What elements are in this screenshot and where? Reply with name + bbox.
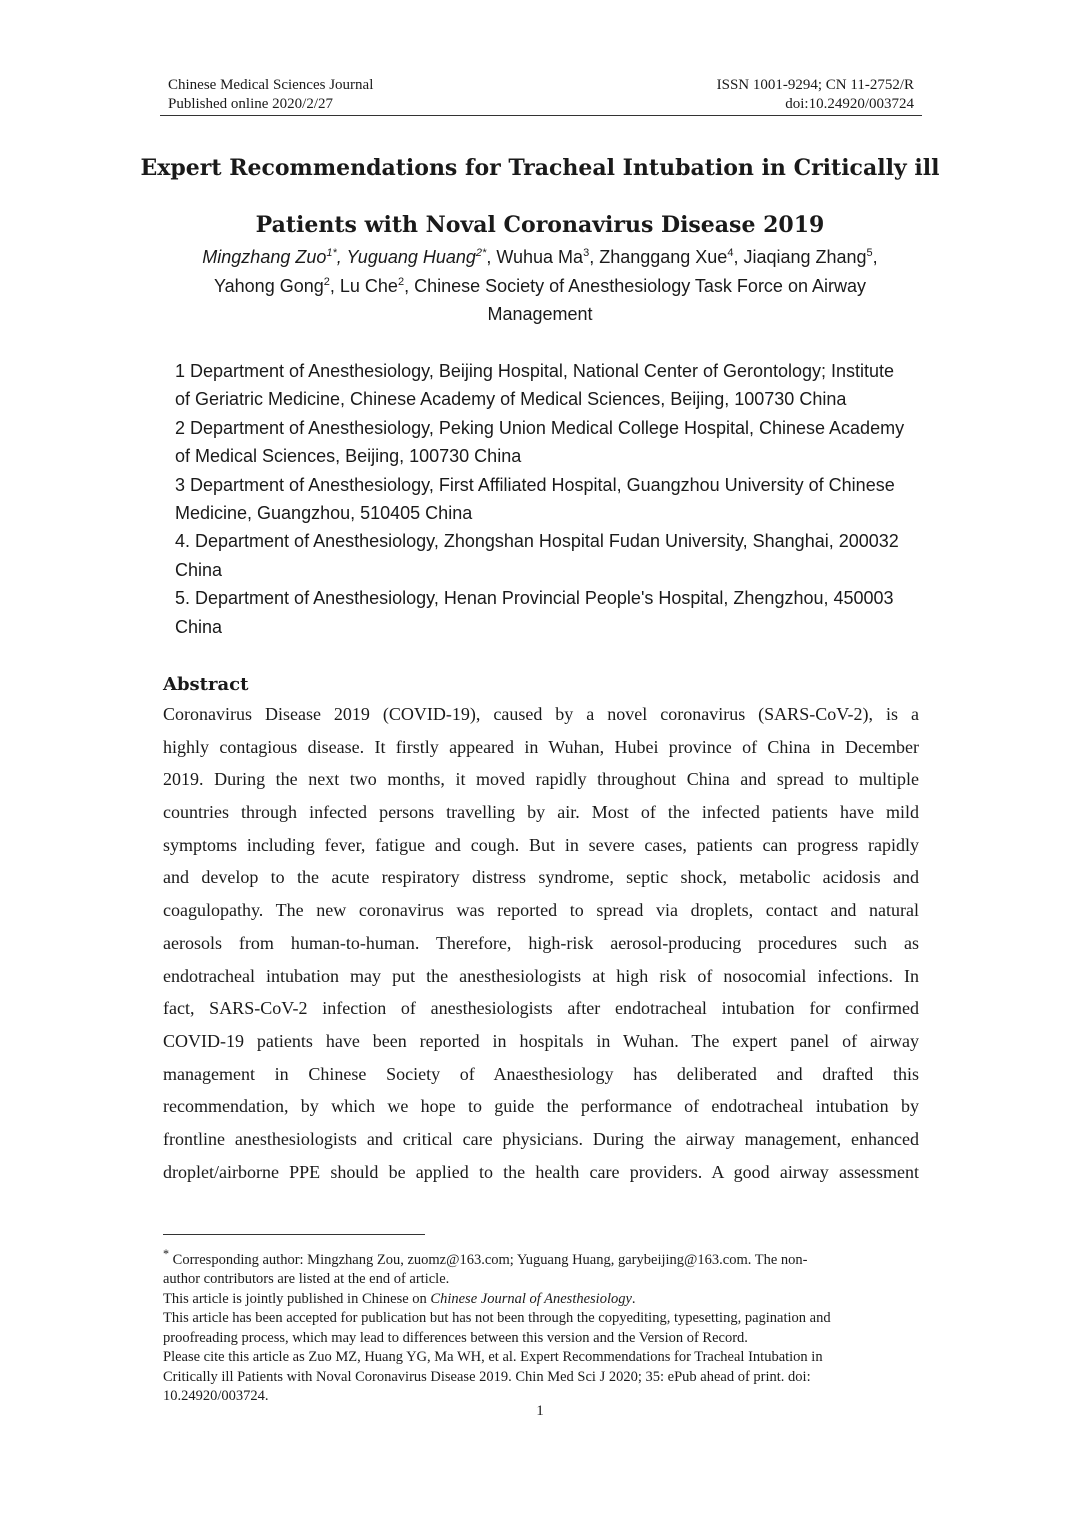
abstract-body (163, 698, 919, 1188)
title-line-2: Patients with Noval Coronavirus Disease 2019 (255, 212, 825, 238)
author-line-1: Mingzhang Zuo$^{1*}$, Yuguang Huang$^{2*}$, Wuhua Ma$^3$, Zhanggang Xue$^4$, Jiaqiang Zhang$^5$, (202, 247, 878, 267)
abstract-line: endotracheal intubation may put the anesthesiologists at high risk of nosocomial infections. In (163, 965, 919, 986)
author-affil-mark: 2* (475, 247, 487, 259)
author-name: Yuguang Huang (346, 247, 476, 267)
corresponding-author-note: * Corresponding author: Mingzhang Zou, zuomz@163.com; Yuguang Huang, garybeijing@163.com. The non- (163, 1247, 808, 1268)
affiliation-line: 4. Department of Anesthesiology, Zhongshan Hospital Fudan University, Shanghai, 200032 (175, 531, 899, 552)
abstract-line: recommendation, by which we hope to guide the performance of endotracheal intubation by (163, 1096, 919, 1117)
author-list (160, 243, 920, 329)
footnotes (163, 1245, 923, 1407)
issn: ISSN 1001-9294; CN 11-2752/R (716, 77, 914, 93)
affiliation-line: China (175, 616, 223, 637)
abstract-line: COVID-19 patients have been reported in hospitals in Wuhan. The expert panel of airway (163, 1030, 919, 1051)
header-right (717, 76, 914, 114)
abstract-line: 2019. During the next two months, it moved rapidly throughout China and spread to multiple (163, 769, 919, 790)
abstract-line: Coronavirus Disease 2019 (COVID-19), caused by a novel coronavirus (SARS-CoV-2), is a (163, 704, 919, 724)
doi: doi:10.24920/003724 (785, 96, 914, 112)
affiliation-line: of Medical Sciences, Beijing, 100730 China (175, 446, 522, 467)
abstract-line: coagulopathy. The new coronavirus was reported to spread via droplets, contact and natural (163, 900, 919, 921)
author-affil-mark: 1* (326, 247, 337, 259)
footnote-line: Please cite this article as Zuo MZ, Huang YG, Ma WH, et al. Expert Recommendations for Tracheal Intubation in (163, 1349, 823, 1366)
title-line-1: Expert Recommendations for Tracheal Intubation in Critically ill (140, 155, 940, 181)
abstract-line: highly contagious disease. It firstly appeared in Wuhan, Hubei province of China in December (163, 736, 919, 757)
author-group: Chinese Society of Anesthesiology Task Force on Airway (414, 275, 866, 296)
header-rule (160, 115, 922, 116)
abstract-line: aerosols from human-to-human. Therefore, high-risk aerosol-producing procedures such as (163, 932, 919, 953)
affiliation-line: 1 Department of Anesthesiology, Beijing Hospital, National Center of Gerontology; Institute (175, 361, 895, 381)
author-affil-mark: 4 (727, 247, 734, 259)
affiliation-line: Medicine, Guangzhou, 510405 China (175, 503, 473, 524)
abstract-line: fact, SARS-CoV-2 infection of anesthesiologists after endotracheal intubation for confirmed (163, 998, 919, 1019)
published-date: Published online 2020/2/27 (168, 96, 333, 112)
joint-journal-name: Chinese Journal of Anesthesiology (430, 1290, 632, 1307)
footnote-rule (163, 1234, 425, 1235)
author-line-2: Yahong Gong$^2$, Lu Che$^2$, Chinese Society of Anesthesiology Task Force on Airway (213, 275, 866, 296)
author-name: Yahong Gong (213, 275, 324, 296)
footnote-line: author contributors are listed at the end of article. (163, 1271, 450, 1288)
author-name: Mingzhang Zuo (202, 247, 327, 267)
author-name: Jiaqiang Zhang (743, 247, 867, 267)
affiliation-line: 2 Department of Anesthesiology, Peking Union Medical College Hospital, Chinese Academy (175, 417, 905, 438)
page-number: 1 (536, 1403, 544, 1419)
affiliations (175, 357, 935, 641)
running-header (160, 76, 922, 116)
abstract-line: droplet/airborne PPE should be applied to the health care providers. A good airway assessment (163, 1161, 919, 1182)
author-name: Zhanggang Xue (599, 247, 728, 267)
abstract-heading: Abstract (163, 674, 249, 695)
author-affil-mark: 5 (866, 247, 873, 259)
footnote-line: Critically ill Patients with Noval Coronavirus Disease 2019. Chin Med Sci J 2020; 35: ePub ahead of print. doi: (163, 1368, 811, 1385)
affiliation-line: 3 Department of Anesthesiology, First Affiliated Hospital, Guangzhou University of Chinese (175, 474, 895, 495)
footnote-line: proofreading process, which may lead to differences between this version and the Version of Record. (163, 1329, 748, 1346)
paper-title (120, 140, 960, 254)
header-left (168, 76, 373, 114)
journal-name: Chinese Medical Sciences Journal (168, 77, 374, 93)
footnote-line: 10.24920/003724. (163, 1388, 269, 1405)
abstract-line: and develop to the acute respiratory distress syndrome, septic shock, metabolic acidosis and (163, 867, 919, 888)
affiliation-line: of Geriatric Medicine, Chinese Academy of Medical Sciences, Beijing, 100730 China (175, 389, 847, 410)
abstract-line: frontline anesthesiologists and critical care physicians. During the airway management, enhanced (163, 1128, 919, 1149)
abstract-line: symptoms including fever, fatigue and cough. But in severe cases, patients can progress rapidly (163, 834, 919, 855)
abstract-line: management in Chinese Society of Anaesthesiology has deliberated and drafted this (163, 1063, 919, 1084)
footnote-line: This article has been accepted for publication but has not been through the copyediting, typesetting, pagination and (163, 1310, 831, 1327)
author-affil-mark: 2 (397, 275, 405, 288)
author-name: Lu Che (339, 275, 398, 296)
author-line-3: Management (487, 304, 593, 324)
abstract-line: countries through infected persons travelling by air. Most of the infected patients have mild (163, 802, 919, 823)
affiliation-line: China (175, 559, 223, 580)
author-affil-mark: 2 (323, 275, 330, 288)
joint-publication-note: This article is jointly published in Chinese on Chinese Journal of Anesthesiology. (163, 1290, 636, 1307)
author-name: Wuhua Ma (496, 247, 584, 267)
corresponding-mark: * (163, 1247, 170, 1261)
author-affil-mark: 3 (583, 247, 590, 259)
affiliation-line: 5. Department of Anesthesiology, Henan Provincial People's Hospital, Zhengzhou, 450003 (175, 588, 894, 609)
